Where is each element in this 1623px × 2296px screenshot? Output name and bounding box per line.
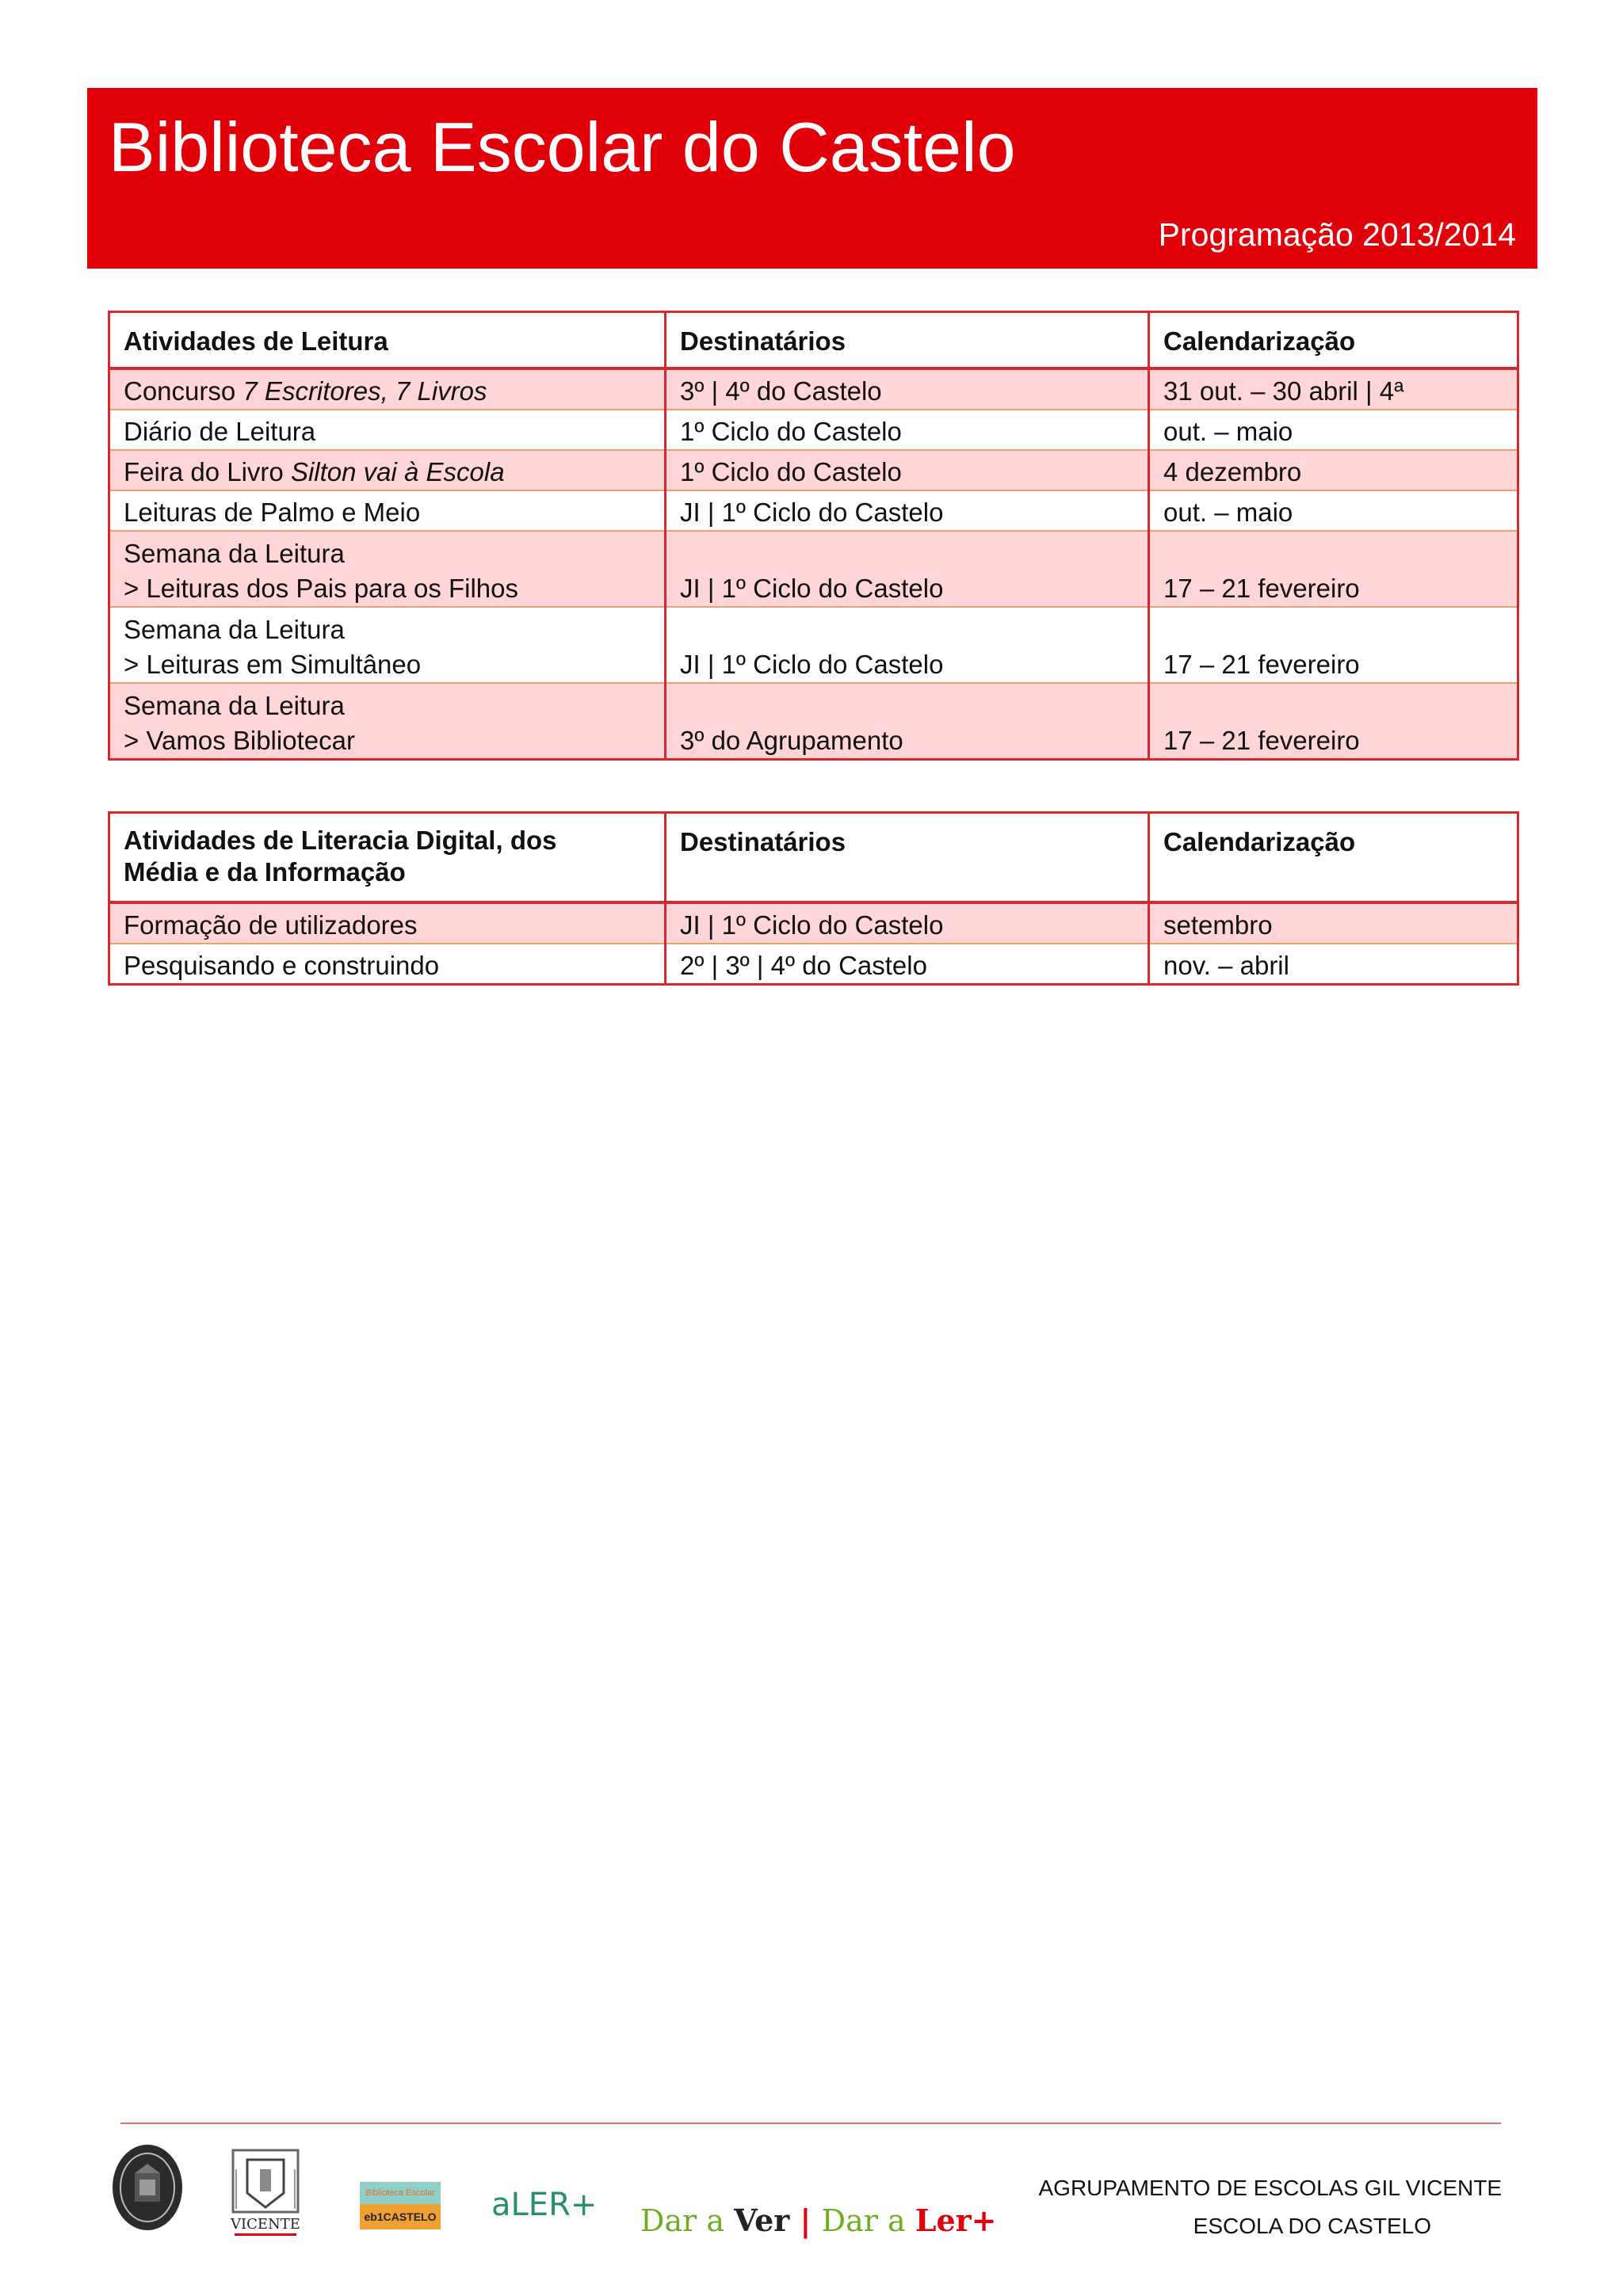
table-row [109, 944, 1518, 985]
audience-cell: JI | 1º Ciclo do Castelo [666, 902, 1149, 944]
table-row [109, 368, 1518, 410]
activity-cell [109, 450, 666, 490]
header-activity [109, 813, 666, 903]
audience-cell: 3º | 4º do Castelo [666, 368, 1149, 410]
activity-text: Feira do Livro [124, 457, 291, 486]
header-activity-line: Média e da Informação [124, 857, 406, 887]
schedule-cell: 4 dezembro [1149, 450, 1518, 490]
header-schedule: Calendarização [1149, 312, 1518, 369]
logo-castelo-label: eb1CASTELO [360, 2204, 441, 2229]
footer-org-name: AGRUPAMENTO DE ESCOLAS GIL VICENTE [1038, 2176, 1502, 2200]
schedule-cell: 31 out. – 30 abril | 4ª [1149, 368, 1518, 410]
activity-title-italic: Silton vai à Escola [290, 457, 505, 486]
schedule-cell: 17 – 21 fevereiro [1149, 683, 1518, 760]
table-row [109, 683, 1518, 760]
audience-cell: 3º do Agrupamento [666, 683, 1149, 760]
activity-title-italic: 7 Escritores, 7 Livros [242, 376, 487, 406]
slogan-part: Ver [734, 2203, 790, 2238]
activity-line: Semana da Leitura [124, 539, 345, 568]
activity-cell: Pesquisando e construindo [109, 944, 666, 985]
table-row [109, 607, 1518, 683]
gil-vicente-library-logo [230, 2145, 301, 2236]
schedule-cell: setembro [1149, 902, 1518, 944]
slogan-part: Ler+ [915, 2203, 997, 2238]
table-row [109, 490, 1518, 531]
activity-cell [109, 683, 666, 760]
schedule-cell: out. – maio [1149, 490, 1518, 531]
activity-subline: > Leituras dos Pais para os Filhos [124, 574, 519, 603]
activity-cell [109, 368, 666, 410]
reading-activities-table [108, 311, 1519, 761]
audience-cell: 1º Ciclo do Castelo [666, 450, 1149, 490]
slogan-part: Dar a [821, 2203, 915, 2238]
table-header-row [109, 813, 1518, 903]
header-audience: Destinatários [666, 312, 1149, 369]
aler-logo [491, 2187, 597, 2223]
activity-subline: > Leituras em Simultâneo [124, 650, 422, 679]
table-row [109, 902, 1518, 944]
header-schedule: Calendarização [1149, 813, 1518, 903]
table-row [109, 531, 1518, 607]
schedule-cell: 17 – 21 fevereiro [1149, 531, 1518, 607]
table-row [109, 410, 1518, 450]
eb1-castelo-library-logo [360, 2182, 441, 2229]
page-subtitle: Programação 2013/2014 [1158, 216, 1516, 253]
audience-cell: 1º Ciclo do Castelo [666, 410, 1149, 450]
header-audience: Destinatários [666, 813, 1149, 903]
activity-line: Semana da Leitura [124, 691, 345, 720]
table-header-row [109, 312, 1518, 369]
footer-divider [120, 2122, 1501, 2124]
activity-line: Semana da Leitura [124, 615, 345, 644]
footer-school-name: ESCOLA DO CASTELO [1193, 2214, 1431, 2238]
header-activity-line: Atividades de Literacia Digital, dos [124, 826, 557, 855]
activity-cell: Leituras de Palmo e Meio [109, 490, 666, 531]
audience-cell: JI | 1º Ciclo do Castelo [666, 607, 1149, 683]
logo-library-label: Biblioteca Escolar [360, 2182, 441, 2204]
aler-logo-text: aLER+ [491, 2187, 598, 2223]
activity-cell: Diário de Leitura [109, 410, 666, 450]
slogan-part: Dar a [640, 2203, 735, 2238]
digital-literacy-table [108, 811, 1519, 986]
activity-text: Concurso [124, 376, 243, 406]
logo-vicente-label: VICENTE [231, 2216, 300, 2233]
slogan-separator: | [789, 2203, 822, 2238]
schedule-cell: 17 – 21 fevereiro [1149, 607, 1518, 683]
schedule-cell: nov. – abril [1149, 944, 1518, 985]
header-activity: Atividades de Leitura [109, 312, 666, 369]
slogan-dar-a-ver-ler [640, 2203, 996, 2238]
audience-cell: JI | 1º Ciclo do Castelo [666, 490, 1149, 531]
audience-cell: JI | 1º Ciclo do Castelo [666, 531, 1149, 607]
header-banner [87, 88, 1537, 269]
activity-cell [109, 607, 666, 683]
activity-subline: > Vamos Bibliotecar [124, 726, 355, 755]
school-seal-logo [111, 2143, 184, 2236]
audience-cell: 2º | 3º | 4º do Castelo [666, 944, 1149, 985]
activity-cell: Formação de utilizadores [109, 902, 666, 944]
table-row [109, 450, 1518, 490]
activity-cell [109, 531, 666, 607]
page-title: Biblioteca Escolar do Castelo [109, 108, 1016, 186]
schedule-cell: out. – maio [1149, 410, 1518, 450]
